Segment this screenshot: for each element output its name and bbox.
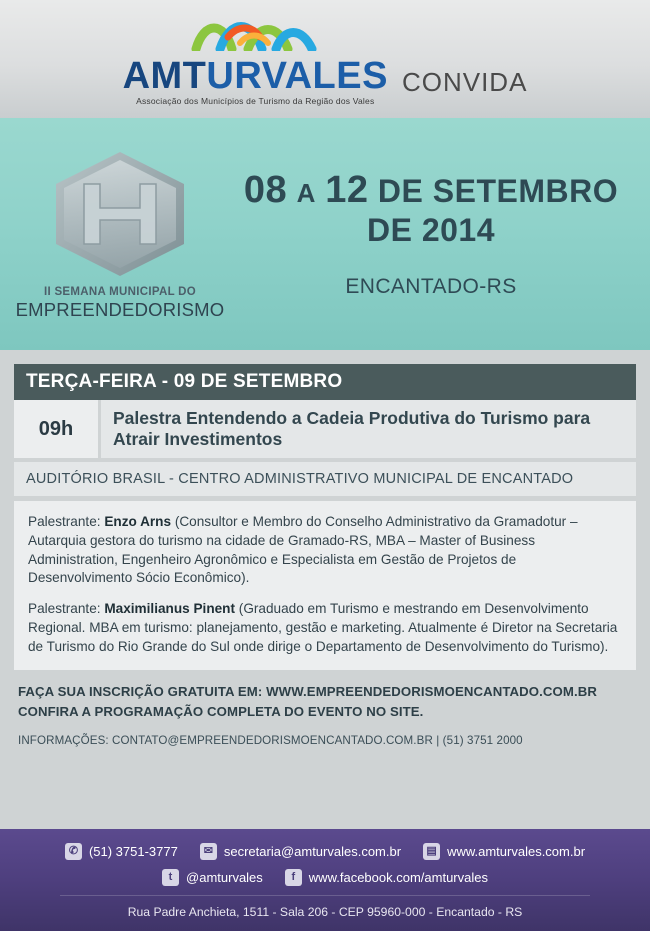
cta-line-1: FAÇA SUA INSCRIÇÃO GRATUITA EM: WWW.EMPREENDEDORISMOENCANTADO.COM.BR [18, 684, 597, 700]
date-month: DE SETEMBRO [377, 173, 619, 210]
cta-block [14, 670, 636, 730]
speaker-1-bio: (Consultor e Membro do Conselho Administrativo da Gramadotur – Autarquia gestora do turismo na cidade de Gramado-RS, MBA – Master of Business Administration, Engenheiro Agronômico e Especialista em Gestão de Projetos de Desenvolvimento Sócio Econômico). [28, 514, 578, 586]
footer-twitter[interactable] [162, 869, 263, 886]
brand-logo [123, 13, 528, 106]
event-city: ENCANTADO-RS [345, 274, 517, 298]
speaker-2-label: Palestrante: [28, 601, 101, 616]
program-daybar: TERÇA-FEIRA - 09 DE SETEMBRO [14, 364, 636, 400]
event-title-line1: II SEMANA MUNICIPAL DO [43, 285, 197, 298]
footer-row-2 [0, 869, 650, 886]
speaker-1-name: Enzo Arns [104, 514, 172, 529]
session-venue: AUDITÓRIO BRASIL - CENTRO ADMINISTRATIVO MUNICIPAL DE ENCANTADO [14, 462, 636, 496]
speakers-block [14, 501, 636, 670]
program-content [0, 350, 650, 829]
facebook-icon: f [285, 869, 302, 886]
cube-icon [50, 148, 190, 280]
session-title: Palestra Entendendo a Cadeia Produtiva do Turismo para Atrair Investimentos [113, 408, 591, 449]
arcs-icon [190, 13, 320, 55]
footer [0, 829, 650, 931]
speaker-2 [28, 600, 622, 656]
phone-icon: ✆ [65, 843, 82, 860]
footer-website[interactable] [423, 843, 585, 860]
footer-twitter-text[interactable]: @amturvales [186, 870, 263, 885]
event-banner [0, 118, 650, 350]
footer-facebook-text[interactable]: www.facebook.com/amturvales [308, 870, 488, 885]
event-logo [0, 148, 230, 321]
date-day-end: 12 [325, 169, 369, 212]
globe-icon: ▤ [423, 843, 440, 860]
event-dates [230, 169, 632, 249]
date-connector: A [296, 178, 316, 209]
brand-amt: AMT [122, 54, 207, 97]
footer-phone-text: (51) 3751-3777 [88, 844, 178, 859]
footer-row-1 [0, 843, 650, 860]
brand-tagline: Associação dos Municípios de Turismo da Região dos Vales [136, 95, 375, 106]
footer-phone [65, 843, 178, 860]
session-hour: 09h [14, 400, 101, 458]
speaker-2-name: Maximilianus Pinent [104, 601, 236, 616]
footer-email[interactable] [200, 843, 401, 860]
event-title-line2: EMPREENDEDORISMO [15, 298, 225, 320]
footer-email-text[interactable]: secretaria@amturvales.com.br [223, 844, 402, 859]
brand-urvales: URVALES [206, 54, 388, 97]
date-day-start: 08 [243, 169, 288, 212]
session-row [14, 400, 636, 462]
date-year: DE 2014 [366, 212, 496, 249]
brand-wordmark [122, 54, 388, 97]
contact-info: INFORMAÇÕES: CONTATO@EMPREENDEDORISMOENCANTADO.COM.BR | (51) 3751 2000 [18, 733, 523, 747]
twitter-icon: t [162, 869, 179, 886]
cta-line-2: CONFIRA A PROGRAMAÇÃO COMPLETA DO EVENTO NO SITE. [18, 704, 424, 720]
speaker-2-bio: (Graduado em Turismo e mestrando em Desenvolvimento Regional. MBA em turismo: planejamento, gestão e marketing. Atualmente é Diretor na Secretaria de Turismo do Rio Grande do Sul onde dirige o Departamento de Desenvolvimento do Turismo). [28, 601, 618, 654]
logo-inner [123, 13, 388, 106]
header [0, 0, 650, 118]
event-date-block [230, 169, 650, 299]
envelope-icon: ✉ [200, 843, 217, 860]
footer-address: Rua Padre Anchieta, 1511 - Sala 206 - CEP 95960-000 - Encantado - RS [60, 895, 590, 919]
speaker-1-label: Palestrante: [28, 514, 101, 529]
footer-facebook[interactable] [285, 869, 488, 886]
speaker-1 [28, 513, 622, 588]
convida-text: CONVIDA [401, 67, 528, 98]
footer-website-text[interactable]: www.amturvales.com.br [447, 844, 586, 859]
